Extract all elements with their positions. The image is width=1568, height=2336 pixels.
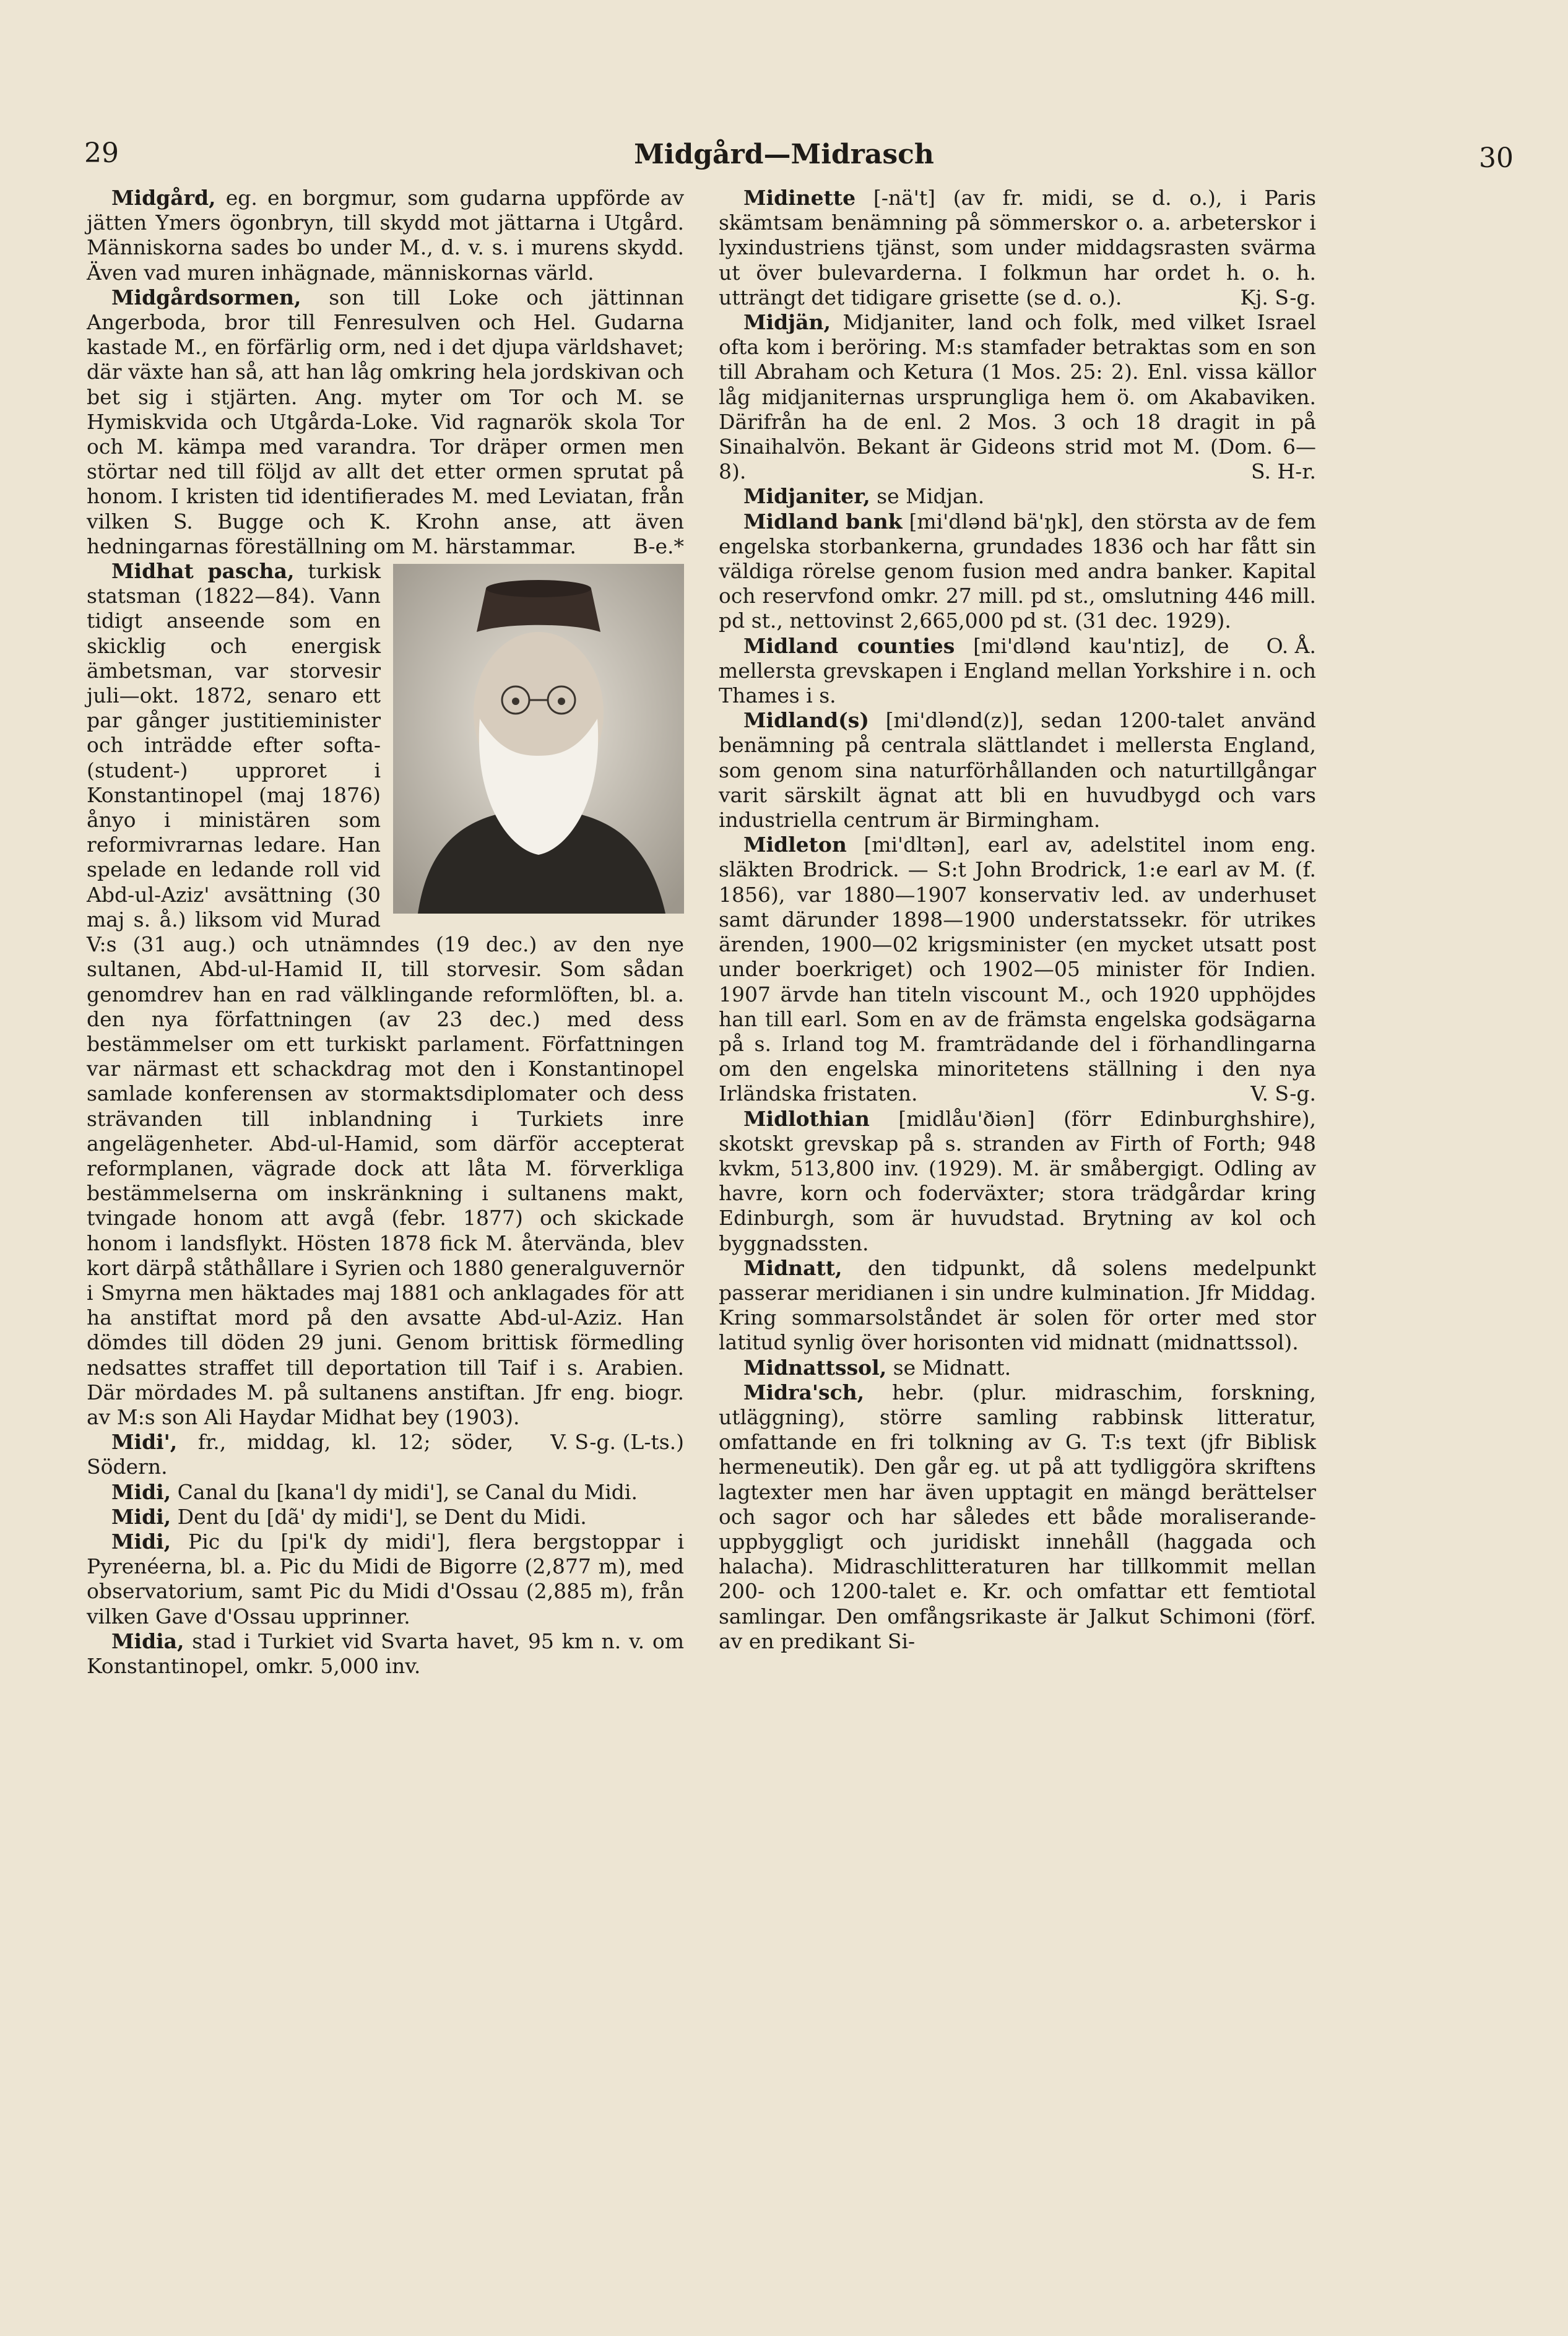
author-signature: O. Å.	[1266, 633, 1316, 658]
running-title: Midgård—Midrasch	[634, 139, 934, 170]
entry-text: den tidpunkt, då solens medelpunkt passerar meridianen i sin undre kulmination. Jfr Middag. Kring sommarsolståndet är solen för orter med stor latitud synlig över horisonten vid midnatt (midnattssol).	[719, 1255, 1316, 1355]
entry-text: stad i Turkiet vid Svarta havet, 95 km n. v. om Konstantinopel, omkr. 5,000 inv.	[87, 1629, 684, 1678]
headword: Midgårdsormen,	[111, 285, 301, 309]
entry-midi-pic	[87, 1529, 684, 1629]
headword: Midi,	[111, 1504, 171, 1529]
entry-midi-canal	[87, 1480, 684, 1505]
headword: Midland(s)	[743, 708, 869, 733]
author-signature: V. S-g.	[1250, 1081, 1316, 1106]
entry-text: fr., middag, kl. 12; söder, Södern.	[87, 1430, 514, 1479]
entry-midia	[87, 1629, 684, 1679]
headword: Midgård,	[111, 186, 216, 210]
entry-text: hebr. (plur. midraschim, forskning, utläggning), större samling rabbinsk litteratur, omfattande en fri tolkning av G. T:s text (jfr Biblisk hermeneutik). Den går eg. ut på att tydliggöra skriftens lagtexter men har även upptagit en mängd berättelser och sagor och har således ett både moraliserande-uppbyggligt och juridiskt innehåll (haggada och halacha). Midraschlitteraturen har tillkommit mellan 200- och 1200-talet e. Kr. och omfattar ett femtiotal samlingar. Den omfångsrikaste är Jalkut Schimoni (förf. av en predikant Si-	[719, 1380, 1316, 1653]
headword: Midinette	[743, 186, 856, 210]
entry-midi-dent	[87, 1505, 684, 1529]
entry-midlothian	[719, 1107, 1316, 1256]
headword: Midleton	[743, 833, 847, 857]
headword: Midnatt,	[743, 1255, 842, 1280]
entry-midinette	[719, 186, 1316, 310]
entry-midjaniter	[719, 484, 1316, 509]
headword: Midjaniter,	[743, 484, 870, 509]
author-signature: B-e.*	[633, 534, 684, 558]
headword: Midland bank	[743, 509, 903, 534]
entry-text: son till Loke och jättinnan Angerboda, bror till Fenresulven och Hel. Gudarna kastade M., en förfärlig orm, ned i det djupa världshavet; där växte han så, att han låg omkring hela jordskivan och bet sig i stjärten. Ang. myter om Tor och M. se Hymiskvida och Utgårda-Loke. Vid ragnarök skola Tor och M. kämpa med varandra. Tor dräper ormen men störtar ned till följd av allt det etter ormen sprutat på honom. I kristen tid identifierades M. med Leviatan, från vilken S. Bugge och K. Krohn anse, att även hedningarnas föreställning om M. härstammar.	[87, 285, 684, 558]
entry-text: Midjaniter, land och folk, med vilket Israel ofta kom i beröring. M:s stamfader betraktas som en son till Abraham och Ketura (1 Mos. 25: 2). Enl. vissa källor låg midjaniternas ursprungliga hem ö. om Akabaviken. Därifrån ha de enl. 2 Mos. 3 och 18 dragit in på Sinaihalvön. Bekant är Gideons strid mot M. (Dom. 6—8).	[719, 310, 1316, 484]
entry-text: eg. en borgmur, som gudarna uppförde av jätten Ymers ögonbryn, till skydd mot jättarna i Utgård. Människorna sades bo under M., d. v. s. i murens skydd. Även vad muren inhägnade, människornas värld.	[87, 186, 684, 285]
entry-text: Canal du [kana'l dy midi'], se Canal du Midi.	[171, 1479, 638, 1504]
left-column	[87, 186, 684, 1679]
entry-text: [mi'dlənd kau'ntiz], de mellersta grevskapen i England mellan Yorkshire i n. och Thames i s.	[719, 633, 1316, 708]
headword: Midi,	[111, 1479, 171, 1504]
entry-midrasch	[719, 1380, 1316, 1654]
headword: Midjän,	[743, 310, 831, 335]
headword: Midhat pascha,	[111, 559, 295, 584]
entry-midland-counties	[719, 634, 1316, 709]
entry-text: [mi'dlənd bä'ŋk], den största av de fem engelska storbankerna, grundades 1836 och har fått sin väldiga rörelse genom fusion med andra banker. Kapital och reservfond omkr. 27 mill. pd st., omslutning 446 mill. pd st., nettovinst 2,665,000 pd st. (31 dec. 1929).	[719, 509, 1316, 633]
entry-text: [mi'dltən], earl av, adelstitel inom eng. släkten Brodrick. — S:t John Brodrick, 1:e earl av M. (f. 1856), var 1880—1907 konservativ led. av underhuset samt därunder 1898—1900 understatssekr. för utrikes ärenden, 1900—02 krigsminister (en mycket utsatt post under boerkriget) och 1902—05 minister för Indien. 1907 ärvde han titeln viscount M., och 1920 upphöjdes han till earl. Som en av de främsta engelska godsägarna på s. Irland tog M. framträdande del i förhandlingarna om den engelska minoritetens ställning i den nya Irländska fristaten.	[719, 833, 1316, 1106]
entry-text: Pic du [pi'k dy midi'], flera bergstoppar i Pyrenéerna, bl. a. Pic du Midi de Bigorre (2,877 m), med observatorium, samt Pic du Midi d'Ossau (2,885 m), från vilken Gave d'Ossau upprinner.	[87, 1529, 684, 1629]
headword: Midland counties	[743, 633, 955, 658]
entry-text: [mi'dlənd(z)], sedan 1200-talet använd benämning på centrala slättlandet i mellersta England, som genom sina naturförhållanden och naturtillgångar varit särskilt ägnat att bli en huvudbygd och vars industriella centrum är Birmingham.	[719, 708, 1316, 833]
portrait-photo	[393, 564, 684, 914]
headword: Midi,	[111, 1529, 171, 1554]
author-signature: S. H-r.	[1251, 459, 1316, 484]
headword: Midlothian	[743, 1106, 870, 1131]
right-column	[719, 186, 1316, 1654]
entry-midleton	[719, 833, 1316, 1106]
headword: Midia,	[111, 1629, 184, 1653]
author-signature: Kj. S-g.	[1240, 285, 1316, 309]
entry-midgard	[87, 186, 684, 285]
entry-text: se Midjan.	[870, 484, 985, 509]
headword: Midra'sch,	[743, 1380, 865, 1404]
headword: Midi',	[111, 1430, 178, 1455]
entry-text: turkisk statsman (1822—84). Vann tidigt anseende som en skicklig och energisk ämbetsman, var storvesir juli—okt. 1872, senaro ett par gånger justitieminister och inträdde efter softa-(student-) upproret i Konstantinopel (maj 1876) ånyo i ministären som reformivrarnas ledare. Han spelade en ledande roll vid Abd-ul-Aziz' avsättning (30 maj s. å.) liksom vid Murad V:s (31 aug.) och utnämndes (19 dec.) av den nye sultanen, Abd-ul-Hamid II, till storvesir. Som sådan genomdrev han en rad välklingande reformlöften, bl. a. den nya författningen (av 23 dec.) med dess bestämmelser om ett turkiskt parlament. Författningen var närmast ett schackdrag mot den i Konstantinopel samlade konferensen av stormaktsdiplomater och dess strävanden till inblandning i Turkiets inre angelägenheter. Abd-ul-Hamid, som därför accepterat reformplanen, vägrade dock att låta M. förverkliga bestämmelserna om inskränkning i sultanens makt, tvingade honom att avgå (febr. 1877) och skickade honom i landsflykt. Hösten 1878 fick M. återvända, blev kort därpå ståthållare i Syrien och 1880 generalguvernör i Smyrna men häktades maj 1881 och anklagades för att ha anstiftat mord på den avsatte Abd-ul-Aziz. Han dömdes till döden 29 juni. Genom brittisk förmedling nedsattes straffet till deportation till Taif i s. Arabien. Där mördades M. på sultanens anstiftan. Jfr eng. biogr. av M:s son Ali Haydar Midhat bey (1903).	[87, 559, 684, 1429]
entry-text: [midlåu'ðiən] (förr Edinburghshire), skotskt grevskap på s. stranden av Firth of Forth; 948 kvkm, 513,800 inv. (1929). M. är småbergigt. Odling av havre, korn och foderväxter; stora trädgårdar kring Edinburgh, som är huvudstad. Brytning av kol och byggnadssten.	[719, 1106, 1316, 1255]
portrait-illustration	[393, 564, 684, 914]
entry-text: Dent du [dã' dy midi'], se Dent du Midi.	[171, 1504, 587, 1529]
entry-midnattssol	[719, 1356, 1316, 1380]
page-number-left: 29	[84, 137, 119, 169]
entry-midlands	[719, 708, 1316, 833]
headword: Midnattssol,	[743, 1355, 887, 1380]
author-signature: V. S-g. (L-ts.)	[550, 1430, 684, 1455]
entry-midgardsormen	[87, 285, 684, 559]
entry-text: se Midnatt.	[886, 1355, 1011, 1380]
page-header	[0, 137, 1568, 181]
entry-text: [-nä't] (av fr. midi, se d. o.), i Paris skämtsam benämning på sömmerskor o. a. arbeterskor i lyxindustriens tjänst, som under middagsrasten svärma ut över bulevarderna. I folkmun har ordet h. o. h. utträngt det tidigare grisette (se d. o.).	[719, 186, 1316, 309]
entry-midnatt	[719, 1256, 1316, 1356]
entry-midjan	[719, 310, 1316, 484]
page-number-right: 30	[1479, 142, 1514, 174]
